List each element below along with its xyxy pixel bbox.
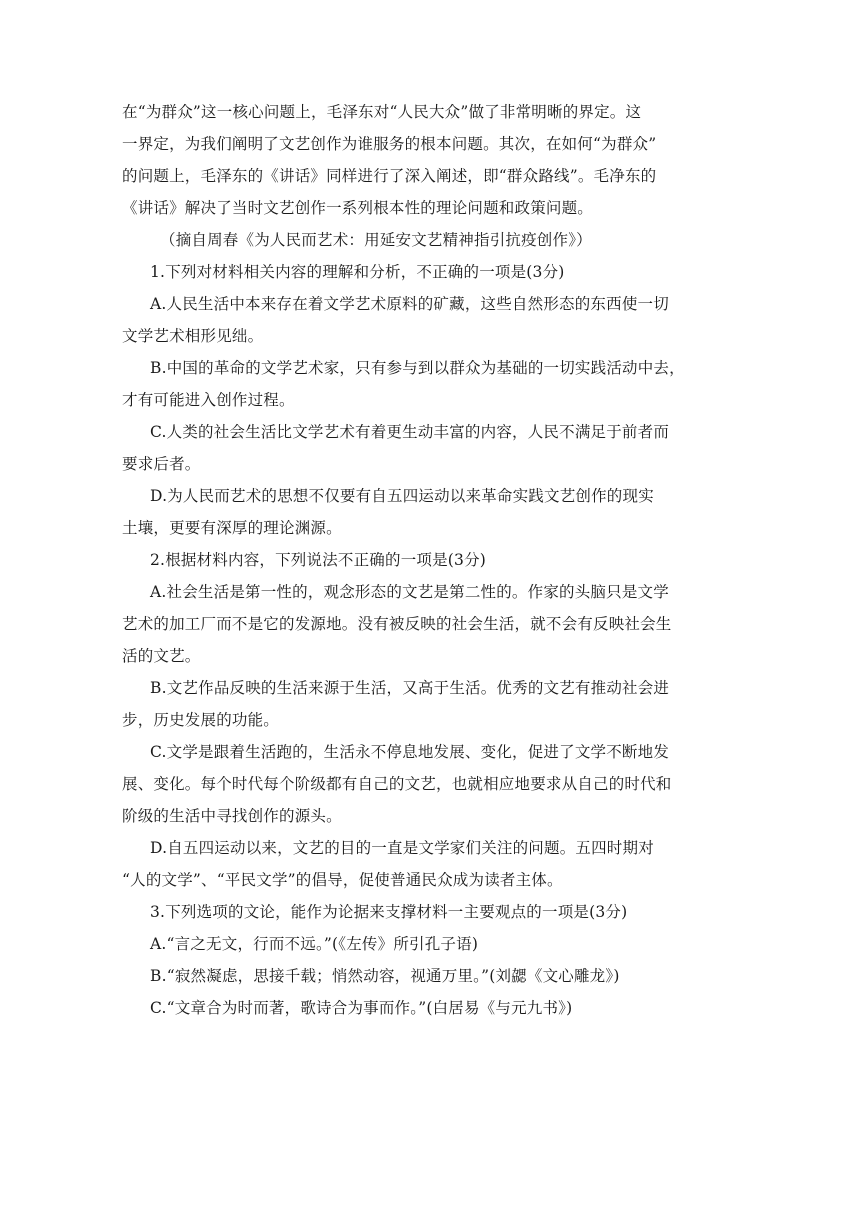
option-3b: B.“寂然凝虑，思接千载；悄然动容，视通万里。”(刘勰《文心雕龙》): [150, 967, 620, 985]
option-2b-cont: 步，历史发展的功能。: [122, 711, 280, 729]
option-1d: D.为人民而艺术的思想不仅要有自五四运动以来革命实践文艺创作的现实: [150, 487, 654, 505]
option-1b-cont: 才有可能进入创作过程。: [122, 391, 295, 409]
option-3a: A.“言之无文，行而不远。”(《左传》所引孔子语): [150, 935, 479, 953]
option-2a: A.社会生活是第一性的，观念形态的文艺是第二性的。作家的头脑只是文学: [150, 583, 669, 601]
question-stem-2: 2.根据材料内容，下列说法不正确的一项是(3分): [150, 551, 487, 569]
option-3c: C.“文章合为时而著，歌诗合为事而作。”(白居易《与元九书》): [150, 999, 573, 1017]
passage-source: （摘自周春《为人民而艺术：用延安文艺精神指引抗疫创作》）: [160, 231, 592, 249]
option-1a-cont: 文学艺术相形见绌。: [122, 327, 264, 345]
option-2c-cont: 阶级的生活中寻找创作的源头。: [122, 807, 342, 825]
option-1d-cont: 土壤，更要有深厚的理论渊源。: [122, 519, 342, 537]
passage-line: 《讲话》解决了当时文艺创作一系列根本性的理论问题和政策问题。: [122, 199, 594, 217]
option-2d: D.自五四运动以来，文艺的目的一直是文学家们关注的问题。五四时期对: [150, 839, 654, 857]
passage-line: 在“为群众”这一核心问题上，毛泽东对“人民大众”做了非常明晰的界定。这: [122, 103, 642, 121]
option-1a: A.人民生活中本来存在着文学艺术原料的矿藏，这些自然形态的东西使一切: [150, 295, 669, 313]
question-stem-3: 3.下列选项的文论，能作为论据来支撑材料一主要观点的一项是(3分): [150, 903, 628, 921]
option-2a-cont: 活的文艺。: [122, 647, 201, 665]
option-1c: C.人类的社会生活比文学艺术有着更生动丰富的内容，人民不满足于前者而: [150, 423, 670, 441]
option-2c: C.文学是跟着生活跑的，生活永不停息地发展、变化，促进了文学不断地发: [150, 743, 670, 761]
question-stem-1: 1.下列对材料相关内容的理解和分析，不正确的一项是(3分): [150, 263, 565, 281]
option-1b: B.中国的革命的文学艺术家，只有参与到以群众为基础的一切实践活动中去，: [150, 359, 685, 377]
option-2c-cont: 展、变化。每个时代每个阶级都有自己的文艺，也就相应地要求从自己的时代和: [122, 775, 672, 793]
option-1c-cont: 要求后者。: [122, 455, 201, 473]
option-2d-cont: “人的文学”、“平民文学”的倡导，促使普通民众成为读者主体。: [122, 871, 563, 889]
option-2a-cont: 艺术的加工厂而不是它的发源地。没有被反映的社会生活，就不会有反映社会生: [122, 615, 672, 633]
passage-line: 的问题上，毛泽东的《讲话》同样进行了深入阐述，即“群众路线”。毛净东的: [122, 167, 657, 185]
option-2b: B.文艺作品反映的生活来源于生活，又高于生活。优秀的文艺有推动社会进: [150, 679, 670, 697]
passage-line: 一界定，为我们阐明了文艺创作为谁服务的根本问题。其次，在如何“为群众”: [122, 135, 657, 153]
